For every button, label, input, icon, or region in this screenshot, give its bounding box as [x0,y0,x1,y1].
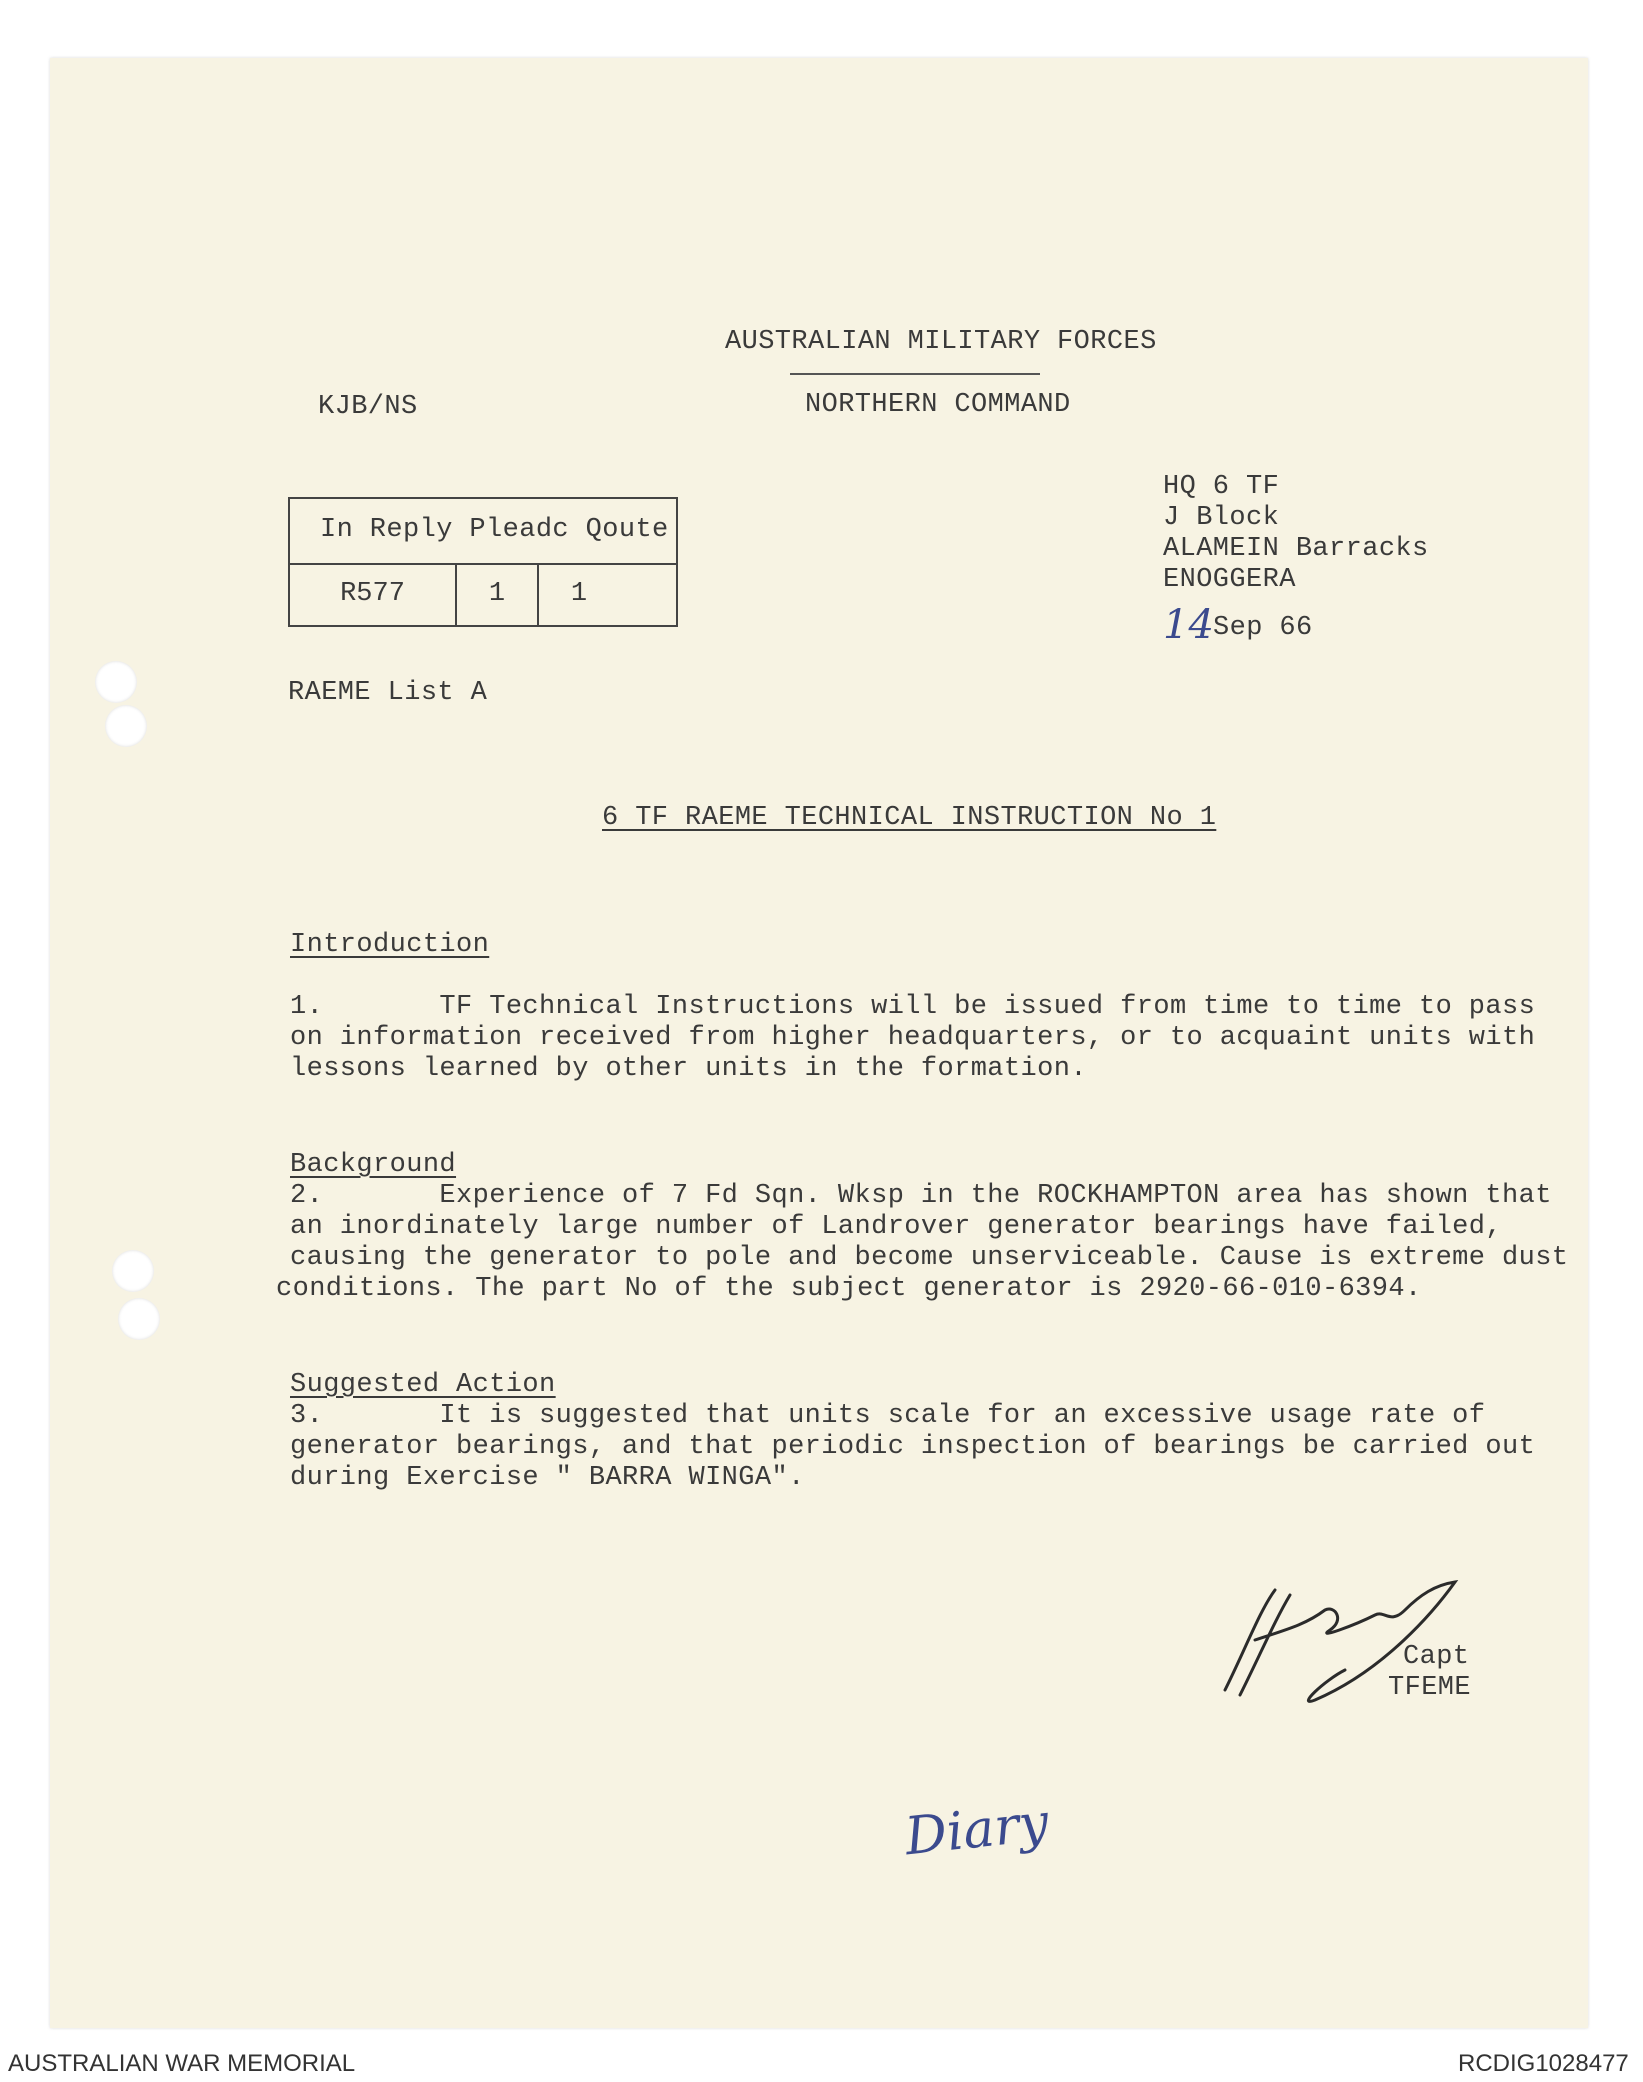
address-line: ALAMEIN Barracks [1163,534,1429,564]
section-line: 2. Experience of 7 Fd Sqn. Wksp in the ROCKHAMPTON area has shown that [290,1181,1552,1211]
section-line: an inordinately large number of Landrover generator bearings have failed, [290,1212,1502,1242]
document-title: 6 TF RAEME TECHNICAL INSTRUCTION No 1 [602,803,1217,833]
handwritten-annotation: Diary [902,1792,1052,1868]
section-line: lessons learned by other units in the formation. [290,1054,1087,1084]
signatory-rank: Capt [1403,1642,1470,1672]
footer-right: RCDIG1028477 [1458,2050,1629,2077]
section-line: causing the generator to pole and become unserviceable. Cause is extreme dust [290,1243,1569,1273]
address-line: HQ 6 TF [1163,472,1280,502]
section-line: on information received from higher headquarters, or to acquaint units with [290,1023,1536,1053]
section-line: 1. TF Technical Instructions will be issued from time to time to pass [290,992,1536,1022]
distribution-list: RAEME List A [288,678,488,708]
footer-left: AUSTRALIAN WAR MEMORIAL [8,2050,356,2077]
address-line: J Block [1163,503,1280,533]
section-heading-suggested-action: Suggested Action [290,1370,556,1400]
punch-hole [95,661,137,703]
punch-hole [112,1250,154,1292]
reference-code: KJB/NS [318,392,418,422]
section-line: during Exercise " BARRA WINGA". [290,1463,805,1493]
reply-box-caption-row [290,499,676,565]
section-heading-background: Background [290,1150,457,1180]
section-line: 3. It is suggested that units scale for an excessive usage rate of [290,1401,1486,1431]
signatory-appointment: TFEME [1388,1673,1472,1703]
reply-box-part1: 1 [488,579,506,609]
date-day-handwritten: 14 [1163,602,1214,648]
reply-box-part2: 1 [570,579,588,609]
org-heading: AUSTRALIAN MILITARY FORCES [725,327,1157,357]
reply-box-caption: In Reply Pleadc Qoute [320,515,669,545]
section-heading-introduction: Introduction [290,930,490,960]
reply-reference-box [288,497,678,627]
reply-box-ref: R577 [340,579,405,609]
section-line: conditions. The part No of the subject generator is 2920-66-010-6394. [276,1274,1422,1304]
punch-hole [118,1298,160,1340]
address-line: ENOGGERA [1163,565,1296,595]
section-line: generator bearings, and that periodic inspection of bearings be carried out [290,1432,1536,1462]
date-typed: Sep 66 [1213,613,1313,643]
punch-hole [105,705,147,747]
org-underline [790,373,1040,375]
command-heading: NORTHERN COMMAND [805,390,1071,420]
